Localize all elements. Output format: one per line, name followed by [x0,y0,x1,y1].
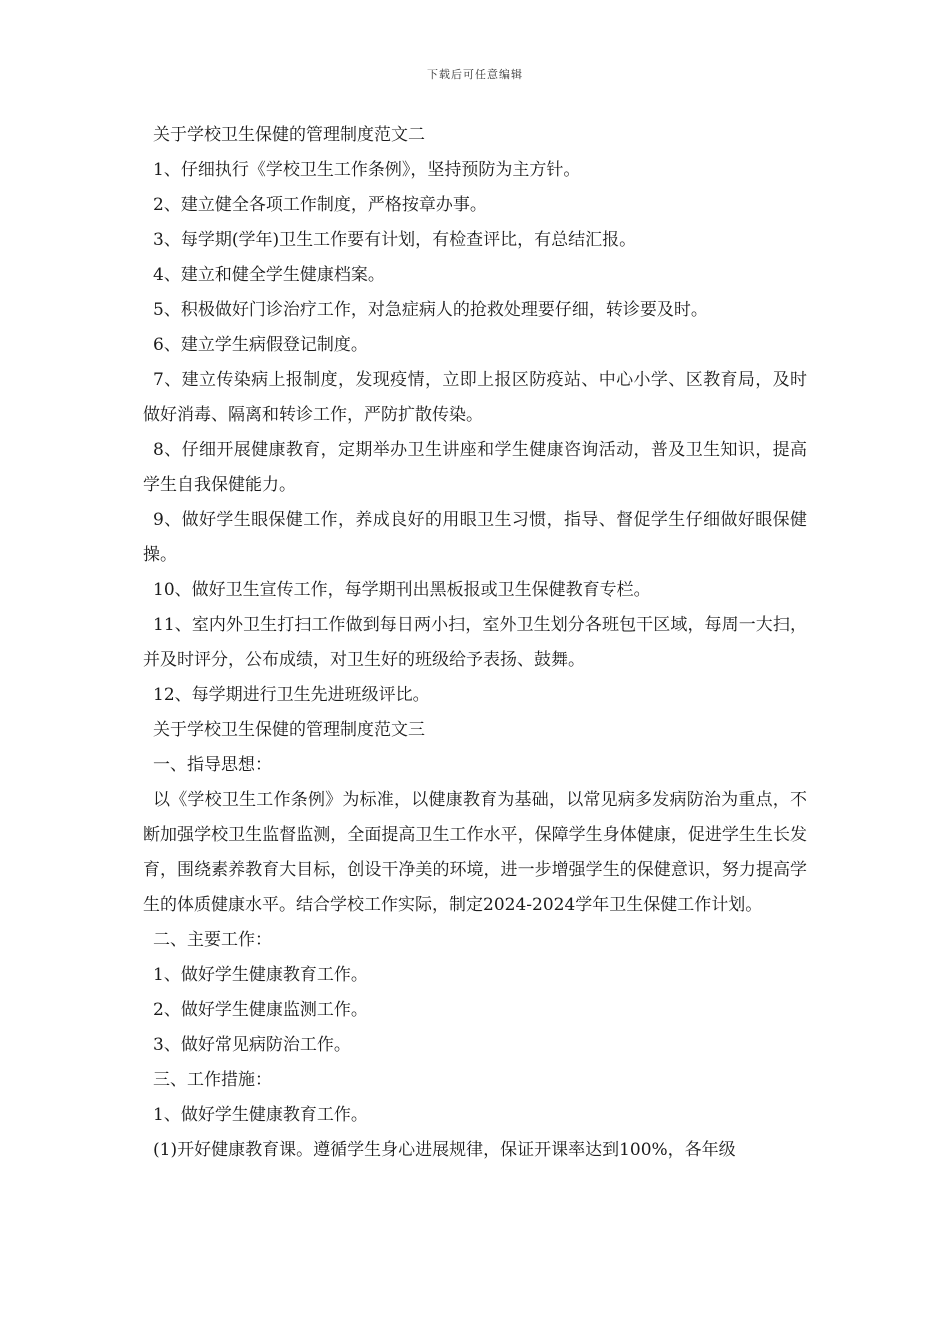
list-item: 7、建立传染病上报制度，发现疫情，立即上报区防疫站、中心小学、区教育局，及时做好消毒、隔离和转诊工作，严防扩散传染。 [143,370,807,425]
list-item: 9、做好学生眼保健工作，养成良好的用眼卫生习惯，指导、督促学生仔细做好眼保健操。 [143,510,807,565]
list-item: 3、每学期(学年)卫生工作要有计划，有检查评比，有总结汇报。 [153,230,637,250]
list-item: 1、做好学生健康教育工作。 [153,965,368,985]
section-title: 关于学校卫生保健的管理制度范文三 [153,720,425,740]
paragraph: 以《学校卫生工作条例》为标准，以健康教育为基础，以常见病多发病防治为重点，不断加强学校卫生监督监测，全面提高卫生工作水平，保障学生身体健康，促进学生生长发育，围绕素养教育大目标，创设干净美的环境，进一步增强学生的保健意识，努力提高学生的体质健康水平。结合学校工作实际，制定2024-2024学年卫生保健工作计划。 [143,790,807,915]
list-item: 5、积极做好门诊治疗工作，对急症病人的抢救处理要仔细，转诊要及时。 [153,300,708,320]
list-item: 2、做好学生健康监测工作。 [153,1000,368,1020]
list-item: 11、室内外卫生打扫工作做到每日两小扫，室外卫生划分各班包干区域，每周一大扫，并及时评分，公布成绩，对卫生好的班级给予表扬、鼓舞。 [143,615,807,670]
document-body [143,118,807,1168]
list-item: 6、建立学生病假登记制度。 [153,335,368,355]
list-item: 3、做好常见病防治工作。 [153,1035,351,1055]
section-heading: 二、主要工作： [153,930,272,950]
list-item: 1、做好学生健康教育工作。 [153,1105,368,1125]
list-item: 4、建立和健全学生健康档案。 [153,265,385,285]
list-item: 1、仔细执行《学校卫生工作条例》，坚持预防为主方针。 [153,160,581,180]
section-heading: 一、指导思想： [153,755,272,775]
list-item: 10、做好卫生宣传工作，每学期刊出黑板报或卫生保健教育专栏。 [153,580,651,600]
header-note: 下载后可任意编辑 [427,68,523,81]
section-title: 关于学校卫生保健的管理制度范文二 [153,125,425,145]
paragraph: (1)开好健康教育课。遵循学生身心进展规律，保证开课率达到100%，各年级 [153,1140,736,1160]
list-item: 8、仔细开展健康教育，定期举办卫生讲座和学生健康咨询活动，普及卫生知识，提高学生自我保健能力。 [143,440,807,495]
list-item: 2、建立健全各项工作制度，严格按章办事。 [153,195,487,215]
list-item: 12、每学期进行卫生先进班级评比。 [153,685,430,705]
section-heading: 三、工作措施： [153,1070,272,1090]
